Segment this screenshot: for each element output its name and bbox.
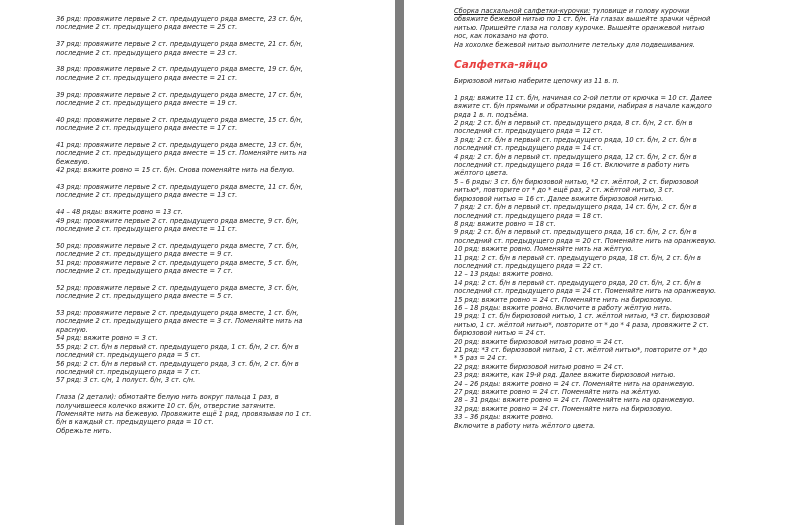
step-line: жёлтого цвета. bbox=[454, 169, 509, 178]
instruction-paragraph bbox=[56, 309, 376, 385]
step-line: последний ст. предыдущего ряда = 20 ст. Поменяйте нить на оранжевую. bbox=[454, 236, 717, 245]
text-line: последние 2 ст. предыдущего ряда вместе = 11 ст. bbox=[56, 225, 238, 234]
text-line: 41 ряд: провяжите первые 2 ст. предыдущего ряда вместе, 13 ст. б/н, bbox=[56, 141, 303, 150]
text-line: 40 ряд: провяжите первые 2 ст. предыдущего ряда вместе, 15 ст. б/н, bbox=[56, 115, 303, 124]
assembly-line: нитью. Пришейте глаза на голову курочке. Вышейте оранжевой нитью bbox=[454, 23, 705, 32]
step-line: ряда 1 в. п. подъёма. bbox=[454, 110, 529, 119]
step-line: 8 ряд: вяжите ровно = 18 ст. bbox=[454, 219, 556, 228]
step-line: 24 – 26 ряды: вяжите ровно = 24 ст. Поменяйте нить на оранжевую. bbox=[454, 379, 695, 388]
step-line: нитью, 1 ст. жёлтой нитью*, повторите от * до * 4 раза, провяжите 2 ст. bbox=[454, 320, 709, 329]
text-line: красную. bbox=[56, 325, 88, 334]
step-line: 9 ряд: 2 ст. б/н в первый ст. предыдущего ряда, 16 ст. б/н, 2 ст. б/н в bbox=[454, 228, 697, 237]
step-line: 10 ряд: вяжите ровно. Поменяйте нить на жёлтую. bbox=[454, 245, 634, 254]
step-line: 7 ряд: 2 ст. б/н в первый ст. предыдущего ряда, 14 ст. б/н, 2 ст. б/н в bbox=[454, 203, 697, 212]
step-line: последний ст. предыдущего ряда = 14 ст. bbox=[454, 144, 603, 153]
step-line: вяжите ст. б/н прямыми и обратными рядами, набирая в начале каждого bbox=[454, 102, 712, 111]
assembly-heading: Сборка пасхальной салфетки-курочки: bbox=[454, 7, 591, 15]
step-line: 20 ряд: вяжите бирюзовой нитью ровно = 24 ст. bbox=[454, 337, 624, 346]
section-title: Салфетка-яйцо bbox=[454, 59, 548, 72]
right-text-column bbox=[454, 7, 792, 430]
step-line: 21 ряд: *3 ст. бирюзовой нитью, 1 ст. жёлтой нитью*, повторите от * до bbox=[454, 346, 708, 355]
text-line: 57 ряд: 3 ст. с/н, 1 полуст. б/н, 3 ст. с/н. bbox=[56, 376, 196, 385]
step-line: последний ст. предыдущего ряда = 22 ст. bbox=[454, 261, 603, 270]
step-line: 32 ряд: вяжите ровно = 24 ст. Поменяйте нить на бирюзовую. bbox=[454, 404, 673, 413]
text-line: Поменяйте нить на бежевую. Провяжите ещё 1 ряд, провязывая по 1 ст. bbox=[56, 409, 312, 418]
text-line: 56 ряд: 2 ст. б/н в первый ст. предыдущего ряда, 3 ст. б/н, 2 ст. б/н в bbox=[56, 359, 299, 368]
step-line: последний ст. предыдущего ряда = 12 ст. bbox=[454, 127, 603, 136]
instruction-paragraph bbox=[56, 141, 376, 175]
text-line: последние 2 ст. предыдущего ряда вместе = 23 ст. bbox=[56, 48, 238, 57]
step-line: 11 ряд: 2 ст. б/н в первый ст. предыдущего ряда, 18 ст. б/н, 2 ст. б/н в bbox=[454, 253, 701, 262]
chain-line: Бирюзовой нитью наберите цепочку из 11 в. п. bbox=[454, 77, 619, 86]
assembly-line: обвяжите бежевой нитью по 1 ст. б/н. На глазах вышейте зрачки чёрной bbox=[454, 15, 711, 24]
step-line: 33 – 36 ряды: вяжите ровно. bbox=[454, 413, 554, 422]
text-line: 53 ряд: провяжите первые 2 ст. предыдущего ряда вместе, 1 ст. б/н, bbox=[56, 309, 299, 318]
text-line: последний ст. предыдущего ряда = 5 ст. bbox=[56, 351, 201, 360]
text-line: Глаза (2 детали): обмотайте белую нить вокруг пальца 1 раз, в bbox=[56, 393, 279, 402]
step-line: 15 ряд: вяжите ровно = 24 ст. Поменяйте нить на бирюзовую. bbox=[454, 295, 673, 304]
assembly-line: нос, как показано на фото. bbox=[454, 32, 549, 41]
step-line: 27 ряд: вяжите ровно = 24 ст. Поменяйте нить на жёлтую. bbox=[454, 388, 661, 397]
instruction-paragraph bbox=[56, 40, 376, 57]
text-line: 39 ряд: провяжите первые 2 ст. предыдущего ряда вместе, 17 ст. б/н, bbox=[56, 90, 303, 99]
text-line: 49 ряд: провяжите первые 2 ст. предыдущего ряда вместе, 9 ст. б/н, bbox=[56, 216, 299, 225]
text-line: 42 ряд: вяжите ровно = 15 ст. б/н. Снова поменяйте нить на белую. bbox=[56, 166, 295, 175]
step-line: бирюзовой нитью = 24 ст. bbox=[454, 329, 546, 338]
text-line: последние 2 ст. предыдущего ряда вместе = 13 ст. bbox=[56, 191, 238, 200]
step-line: последний ст. предыдущего ряда = 18 ст. bbox=[454, 211, 603, 220]
left-text-column bbox=[56, 15, 376, 435]
step-line: 12 – 13 ряды: вяжите ровно. bbox=[454, 270, 554, 279]
step-line: бирюзовой нитью = 16 ст. Далее вяжите бирюзовой нитью. bbox=[454, 194, 664, 203]
text-line: последние 2 ст. предыдущего ряда вместе = 3 ст. Поменяйте нить на bbox=[56, 317, 303, 326]
step-line: 23 ряд: вяжите, как 19-й ряд. Далее вяжите бирюзовой нитью. bbox=[454, 371, 676, 380]
step-line: нитью*, повторите от * до * ещё раз, 2 ст. жёлтой нитью, 3 ст. bbox=[454, 186, 675, 195]
step-line: 22 ряд: вяжите бирюзовой нитью ровно = 24 ст. bbox=[454, 362, 624, 371]
instruction-paragraph bbox=[56, 284, 376, 301]
instruction-paragraph bbox=[56, 116, 376, 133]
step-line: 16 – 18 ряды: вяжите ровно. Включите в работу жёлтую нить. bbox=[454, 303, 672, 312]
step-line: 4 ряд: 2 ст. б/н в первый ст. предыдущего ряда, 12 ст. б/н, 2 ст. б/н в bbox=[454, 152, 697, 161]
text-line: Обрежьте нить. bbox=[56, 426, 112, 435]
instruction-paragraph bbox=[56, 183, 376, 200]
text-line: 55 ряд: 2 ст. б/н в первый ст. предыдущего ряда, 1 ст. б/н, 2 ст. б/н в bbox=[56, 342, 299, 351]
text-line: последние 2 ст. предыдущего ряда вместе = 17 ст. bbox=[56, 124, 238, 133]
text-line: 44 – 48 ряды: вяжите ровно = 13 ст. bbox=[56, 208, 183, 217]
step-line: 19 ряд: 1 ст. б/н бирюзовой нитью, 1 ст. жёлтой нитью, *3 ст. бирюзовой bbox=[454, 312, 710, 321]
text-line: последний ст. предыдущего ряда = 7 ст. bbox=[56, 367, 201, 376]
text-line: 43 ряд: провяжите первые 2 ст. предыдущего ряда вместе, 11 ст. б/н, bbox=[56, 183, 303, 192]
text-line: 50 ряд: провяжите первые 2 ст. предыдущего ряда вместе, 7 ст. б/н, bbox=[56, 241, 299, 250]
instruction-paragraph bbox=[56, 91, 376, 108]
instruction-paragraph bbox=[56, 242, 376, 276]
assembly-line: туловище и голову курочки bbox=[590, 7, 690, 15]
right-page bbox=[404, 0, 800, 525]
step-line: последний ст. предыдущего ряда = 16 ст. Включите в работу нить bbox=[454, 161, 690, 170]
text-line: 38 ряд: провяжите первые 2 ст. предыдущего ряда вместе, 19 ст. б/н, bbox=[56, 65, 303, 74]
text-line: последние 2 ст. предыдущего ряда вместе = 21 ст. bbox=[56, 73, 238, 82]
step-line: 5 – 6 ряды: 3 ст. б/н бирюзовой нитью, *2 ст. жёлтой, 2 ст. бирюзовой bbox=[454, 177, 699, 186]
step-line: 28 – 31 ряды: вяжите ровно = 24 ст. Поменяйте нить на оранжевую. bbox=[454, 396, 695, 405]
text-line: 37 ряд: провяжите первые 2 ст. предыдущего ряда вместе, 21 ст. б/н, bbox=[56, 40, 303, 49]
step-line: 14 ряд: 2 ст. б/н в первый ст. предыдущего ряда, 20 ст. б/н, 2 ст. б/н в bbox=[454, 278, 701, 287]
instruction-paragraph bbox=[56, 65, 376, 82]
step-line: последний ст. предыдущего ряда = 24 ст. Поменяйте нить на оранжевую. bbox=[454, 287, 717, 296]
step-line: 1 ряд: вяжите 11 ст. б/н, начиная со 2-ой петли от крючка = 10 ст. Далее bbox=[454, 93, 712, 102]
assembly-line: На хохолке бежевой нитью выполните петельку для подвешивания. bbox=[454, 40, 695, 49]
text-line: 54 ряд: вяжите ровно = 3 ст. bbox=[56, 334, 158, 343]
instruction-paragraph bbox=[56, 15, 376, 32]
steps-block bbox=[454, 94, 792, 430]
text-line: последние 2 ст. предыдущего ряда вместе = 19 ст. bbox=[56, 99, 238, 108]
text-line: последние 2 ст. предыдущего ряда вместе = 9 ст. bbox=[56, 250, 233, 259]
instruction-paragraph bbox=[56, 208, 376, 233]
text-line: 36 ряд: провяжите первые 2 ст. предыдущего ряда вместе, 23 ст. б/н, bbox=[56, 15, 303, 23]
text-line: бежевую. bbox=[56, 157, 90, 166]
step-line: 2 ряд: 2 ст. б/н в первый ст. предыдущего ряда, 8 ст. б/н, 2 ст. б/н в bbox=[454, 119, 693, 128]
text-line: 52 ряд: провяжите первые 2 ст. предыдущего ряда вместе, 3 ст. б/н, bbox=[56, 283, 299, 292]
left-page bbox=[0, 0, 395, 525]
text-line: б/н в каждый ст. предыдущего ряда = 10 ст. bbox=[56, 418, 214, 427]
step-line: 3 ряд: 2 ст. б/н в первый ст. предыдущего ряда, 10 ст. б/н, 2 ст. б/н в bbox=[454, 135, 697, 144]
step-line: Включите в работу нить жёлтого цвета. bbox=[454, 421, 596, 430]
text-line: 51 ряд: провяжите первые 2 ст. предыдущего ряда вместе, 5 ст. б/н, bbox=[56, 258, 299, 267]
step-line: * 5 раз = 24 ст. bbox=[454, 354, 508, 363]
text-line: последние 2 ст. предыдущего ряда вместе = 15 ст. Поменяйте нить на bbox=[56, 149, 307, 158]
text-line: последние 2 ст. предыдущего ряда вместе = 5 ст. bbox=[56, 292, 233, 301]
instruction-paragraph bbox=[56, 393, 376, 435]
text-line: последние 2 ст. предыдущего ряда вместе = 25 ст. bbox=[56, 23, 238, 32]
text-line: последние 2 ст. предыдущего ряда вместе = 7 ст. bbox=[56, 267, 233, 276]
assembly-intro bbox=[454, 7, 792, 49]
text-line: получившееся колечко вяжите 10 ст. б/н, отверстие затяните. bbox=[56, 401, 276, 410]
